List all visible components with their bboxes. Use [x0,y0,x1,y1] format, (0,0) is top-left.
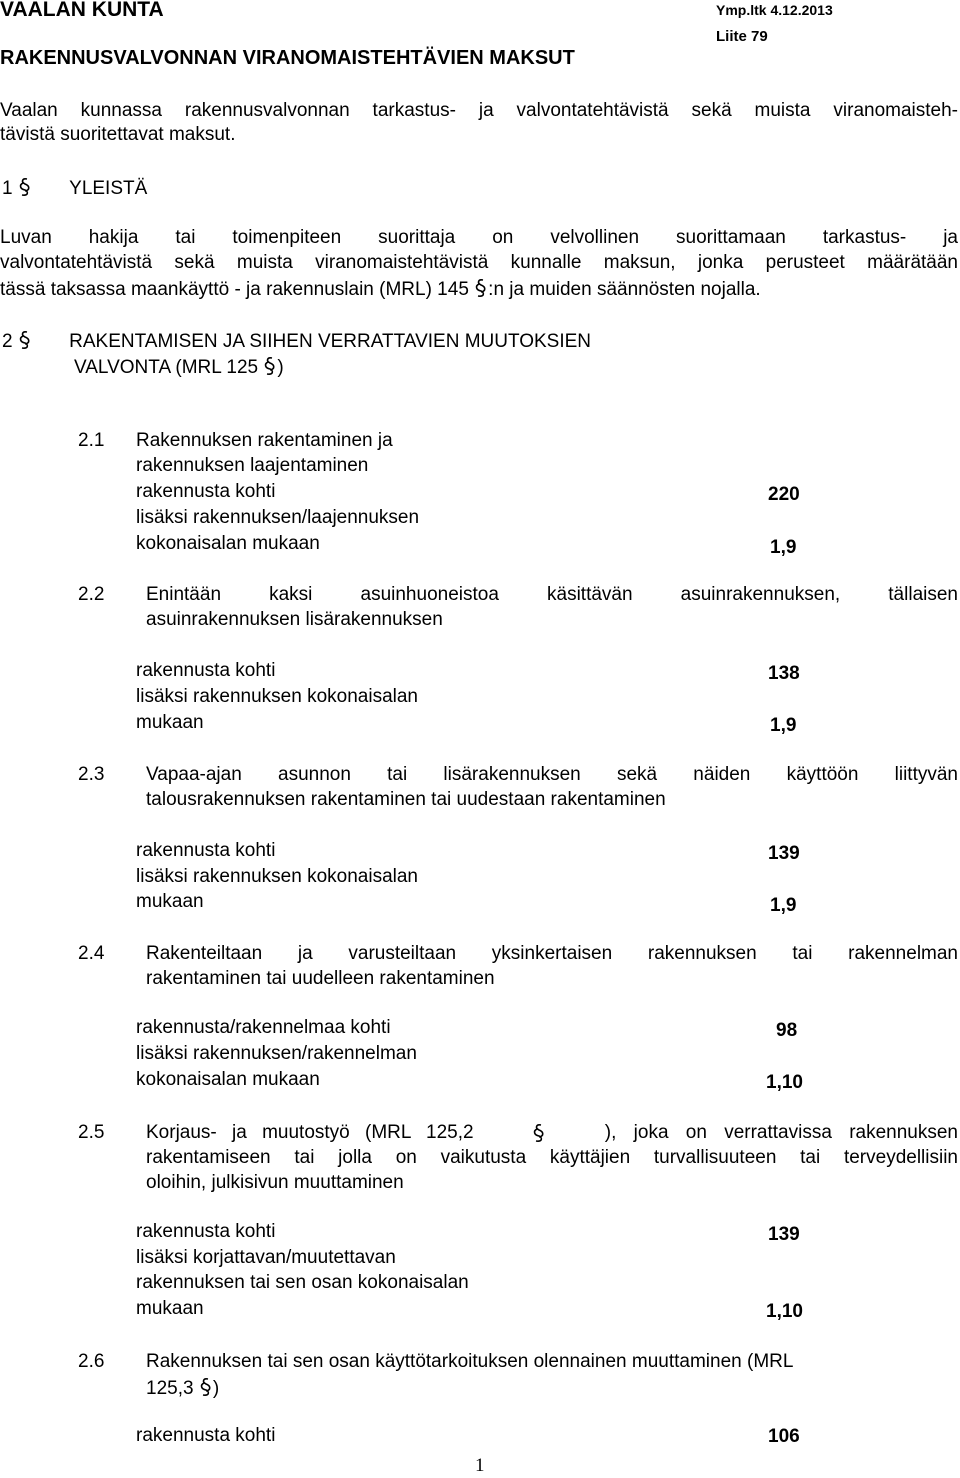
item-2-4-number: 2.4 [78,943,105,964]
section-2-title-line-2b: ) [277,357,284,378]
page-number: 1 [475,1455,485,1476]
item-2-6-fee-label: rakennusta kohti [136,1425,276,1446]
item-2-6-fee: 106 [768,1426,800,1447]
item-2-3-extra-1: lisäksi rakennuksen kokonaisalan [136,866,418,887]
item-2-1-fee: 220 [768,484,800,505]
intro-line-2: tävistä suoritettavat maksut. [0,124,236,145]
item-2-1-fee-label: rakennusta kohti [136,481,276,502]
item-2-5-fee-label: rakennusta kohti [136,1221,276,1242]
document-title: RAKENNUSVALVONNAN VIRANOMAISTEHTÄVIEN MAKSUT [0,47,575,69]
item-2-5-desc-1a: Korjaus- ja muutostyö (MRL 125,2 [146,1122,474,1143]
item-2-1-extra-1: lisäksi rakennuksen/laajennuksen [136,507,420,528]
item-2-4-rate: 1,10 [766,1072,803,1093]
item-2-5-number: 2.5 [78,1122,105,1143]
appendix-label: Liite 79 [716,28,768,45]
item-2-4-extra-2: kokonaisalan mukaan [136,1069,320,1090]
item-2-5-desc-3: oloihin, julkisivun muuttaminen [146,1172,404,1193]
item-2-5-desc-1 [146,1122,958,1144]
item-2-4-fee-label: rakennusta/rakennelmaa kohti [136,1017,391,1038]
intro-line-1: Vaalan kunnassa rakennusvalvonnan tarkastus- ja valvontatehtävistä sekä muista viranomaisteh- [0,100,958,121]
item-2-5-desc-1b: ), joka on verrattavissa rakennuksen [604,1122,958,1143]
municipality-name: VAALAN KUNTA [0,0,164,21]
item-2-3-extra-2: mukaan [136,891,204,912]
item-2-2-rate: 1,9 [770,715,797,736]
item-2-3-fee-label: rakennusta kohti [136,840,276,861]
item-2-5-extra-2: rakennuksen tai sen osan kokonaisalan [136,1272,469,1293]
item-2-5-desc-2: rakentamiseen tai jolla on vaikutusta käyttäjien turvallisuuteen tai terveydellisiin [146,1147,958,1168]
meeting-reference: Ymp.ltk 4.12.2013 [716,2,833,18]
item-2-4-desc-1: Rakenteiltaan ja varusteiltaan yksinkertaisen rakennuksen tai rakennelman [146,943,958,964]
section-1-title: YLEISTÄ [69,178,148,199]
section-sign-icon [199,1376,213,1398]
item-2-2-extra-1: lisäksi rakennuksen kokonaisalan [136,686,418,707]
item-2-1-desc-2: rakennuksen laajentaminen [136,455,369,476]
section-1-line-3 [0,277,761,301]
item-2-1-extra-2: kokonaisalan mukaan [136,533,320,554]
item-2-1-number: 2.1 [78,430,105,451]
item-2-1-desc-1: Rakennuksen rakentaminen ja [136,430,393,451]
item-2-3-fee: 139 [768,843,800,864]
item-2-4-extra-1: lisäksi rakennuksen/rakennelman [136,1043,417,1064]
section-1-heading [2,176,147,200]
section-2-number: 2 [2,331,13,352]
item-2-3-desc-1: Vapaa-ajan asunnon tai lisärakennuksen sekä näiden käyttöön liittyvän [146,764,958,785]
item-2-2-number: 2.2 [78,584,105,605]
item-2-4-fee: 98 [776,1020,798,1041]
section-sign-icon [474,277,488,299]
section-2-title-line-2a: VALVONTA (MRL 125 [74,357,259,378]
item-2-3-desc-2: talousrakennuksen rakentaminen tai uudestaan rakentaminen [146,789,666,810]
item-2-2-desc-2: asuinrakennuksen lisärakennuksen [146,609,443,630]
item-2-1-rate: 1,9 [770,537,797,558]
item-2-3-rate: 1,9 [770,895,797,916]
item-2-6-desc-2 [146,1376,219,1400]
section-sign-icon [18,176,32,198]
item-2-5-fee: 139 [768,1224,800,1245]
section-sign-icon [532,1122,546,1144]
section-1-line-2: valvontatehtävistä sekä muista viranomaistehtävistä kunnalle maksun, jonka perusteet määrätään [0,252,958,273]
section-2-heading [2,329,591,353]
item-2-5-rate: 1,10 [766,1301,803,1322]
item-2-2-desc-1: Enintään kaksi asuinhuoneistoa käsittävän asuinrakennuksen, tällaisen [146,584,958,605]
item-2-6-desc-2b: ) [212,1378,220,1399]
section-2-title-line-2 [74,355,284,379]
item-2-6-desc-2a: 125,3 [146,1378,194,1399]
item-2-5-extra-1: lisäksi korjattavan/muutettavan [136,1247,396,1268]
item-2-2-extra-2: mukaan [136,712,204,733]
section-sign-icon [18,329,32,351]
item-2-2-fee: 138 [768,663,800,684]
item-2-5-extra-3: mukaan [136,1298,204,1319]
section-1-line-1: Luvan hakija tai toimenpiteen suorittaja on velvollinen suorittamaan tarkastus- ja [0,227,958,248]
item-2-6-number: 2.6 [78,1351,105,1372]
item-2-2-fee-label: rakennusta kohti [136,660,276,681]
section-sign-icon [263,355,277,377]
item-2-3-number: 2.3 [78,764,105,785]
section-1-number: 1 [2,178,13,199]
item-2-6-desc-1: Rakennuksen tai sen osan käyttötarkoituksen olennainen muuttaminen (MRL [146,1351,794,1372]
section-2-title-line-1: RAKENTAMISEN JA SIIHEN VERRATTAVIEN MUUTOKSIEN [69,331,592,352]
section-1-line-3a: tässä taksassa maankäyttö - ja rakennuslain (MRL) 145 [0,279,469,300]
section-1-line-3b: :n ja muiden säännösten nojalla. [488,279,761,300]
item-2-4-desc-2: rakentaminen tai uudelleen rakentaminen [146,968,495,989]
